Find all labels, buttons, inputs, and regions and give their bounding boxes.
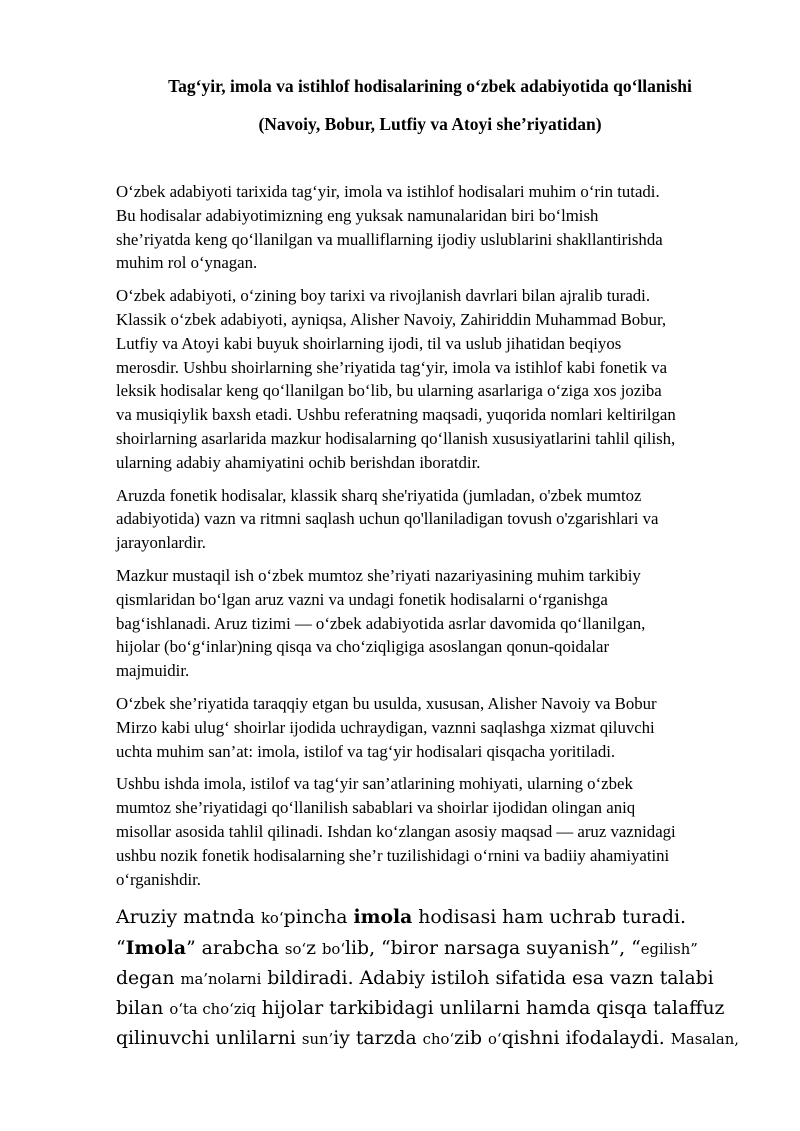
imola-line-4: bilan o‘ta cho‘ziq hijolar tarkibidagi unlilarni hamda qisqa talaffuz bbox=[116, 997, 725, 1019]
imola-line-1: Aruziy matnda ko‘pincha imola hodisasi ham uchrab turadi. bbox=[116, 906, 686, 929]
paragraph-imola bbox=[116, 903, 756, 1054]
paragraph-2: O‘zbek adabiyoti, o‘zining boy tarixi va rivojlanish davrlari bilan ajralib turadi. Klassik o‘zbek adabiyoti, ayniqsa, Alisher Navoiy, Zahiriddin Muhammad Bobur, Lutfiy va Atoyi kabi buyuk shoirlarning ijodi, til va uslub jihatidan beqiyos merosdir. Ushbu shoirlarning she’riyatida tag‘yir, imola va istihlof kabi fonetik va leksik hodisalar keng qo‘llanilgan bo‘lib, bu ularning asarlariga o‘ziga xos joziba va musiqiylik baxsh etadi. Ushbu referatning maqsadi, yuqorida nomlari keltirilgan shoirlarning asarlarida mazkur hodisalarning qo‘llanish xususiyatlarini tahlil qilish, ularning adabiy ahamiyatini ochib berishdan iboratdir. bbox=[116, 286, 676, 472]
paragraph-4: Mazkur mustaqil ish o‘zbek mumtoz she’riyati nazariyasining muhim tarkibiy qismlaridan bo‘lgan aruz vazni va undagi fonetik hodisalarni o‘rganishga bag‘ishlanadi. Aruz tizimi — o‘zbek adabiyotida asrlar davomida qo‘llanilgan, hijolar (bo‘g‘inlar)ning qisqa va cho‘ziqligiga asoslangan qonun-qoidalar majmuidir. bbox=[116, 565, 646, 681]
paragraph-3: Aruzda fonetik hodisalar, klassik sharq she'riyatida (jumladan, o'zbek mumtoz adabiyotida) vazn va ritmni saqlash uchun qo'llaniladigan tovush o'zgarishlari va jarayonlardir. bbox=[116, 485, 659, 553]
document-body bbox=[116, 180, 756, 1054]
imola-line-3: degan ma’nolarni bildiradi. Adabiy istiloh sifatida esa vazn talabi bbox=[116, 967, 714, 989]
paragraph-1: O‘zbek adabiyoti tarixida tag‘yir, imola va istihlof hodisalari muhim o‘rin tutadi. Bu hodisalar adabiyotimizning eng yuksak namunalaridan biri bo‘lmish she’riyatda keng qo‘llanilgan va mualliflarning ijodiy uslublarini shakllantirishda muhim rol o‘ynagan. bbox=[116, 182, 663, 273]
imola-line-2: “Imola” arabcha so‘z bo‘lib, “biror narsaga suyanish”, “egilish” bbox=[116, 936, 698, 959]
paragraph-6: Ushbu ishda imola, istilof va tag‘yir san’atlarining mohiyati, ularning o‘zbek mumtoz she’riyatidagi qo‘llanilish sabablari va shoirlar ijodidan olingan aniq misollar asosida tahlil qilinadi. Ishdan ko‘zlangan asosiy maqsad — aruz vaznidagi ushbu nozik fonetik hodisalarning she’r tuzilishidagi o‘rnini va badiiy ahamiyatini o‘rganishdir. bbox=[116, 774, 676, 889]
paragraph-5: O‘zbek she’riyatida taraqqiy etgan bu usulda, xususan, Alisher Navoiy va Bobur Mirzo kabi ulug‘ shoirlar ijodida uchraydigan, vaznni saqlashga xizmat qiluvchi uchta muhim san’at: imola, istilof va tag‘yir hodisalari qisqacha yoritiladi. bbox=[116, 693, 657, 761]
document-title: Tag‘yir, imola va istihlof hodisalarining o‘zbek adabiyotida qo‘llanishi bbox=[168, 76, 692, 96]
document-subtitle: (Navoiy, Bobur, Lutfiy va Atoyi she’riyatidan) bbox=[258, 114, 602, 134]
imola-line-5: qilinuvchi unlilarni sun’iy tarzda cho‘zib o‘qishni ifodalaydi. Masalan, bbox=[116, 1028, 739, 1050]
